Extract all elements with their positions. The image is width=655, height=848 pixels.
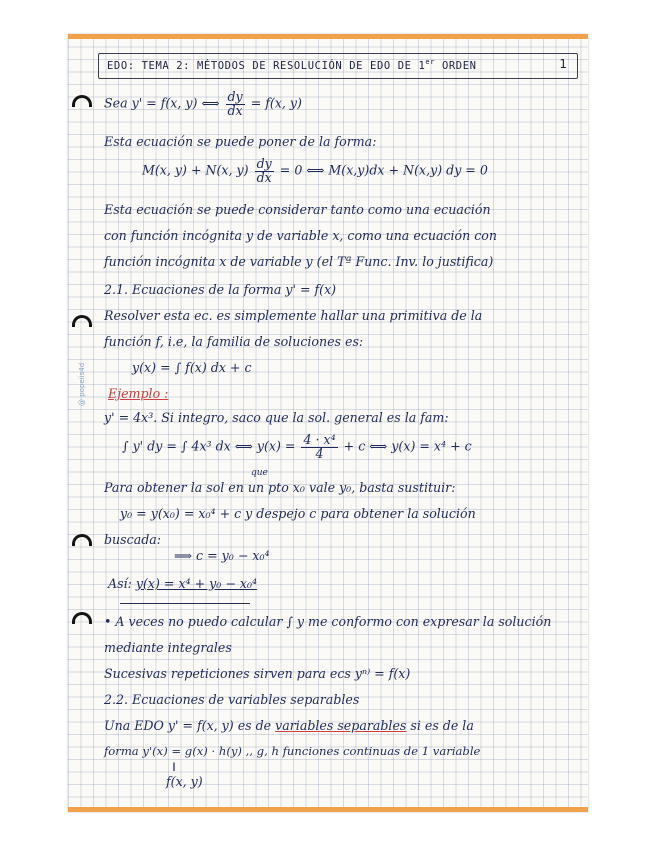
page-number: 1 <box>559 57 567 71</box>
note-line-6: función incógnita x de variable y (el Tª Func. Inv. lo justifica) <box>104 254 494 269</box>
note-line-25: f(x, y) <box>166 774 203 789</box>
note-line-1: Sea y' = f(x, y) ⟺ $\frac{dy}{dx}$ = f(x, y) <box>104 89 302 118</box>
note-line-20: mediante integrales <box>104 640 232 655</box>
binder-ring-3 <box>72 534 92 546</box>
note-line-14: Para obtener la sol en un pto x₀ vale y₀, basta sustituir: <box>104 480 456 495</box>
note-line-24: forma y'(x) = g(x) · h(y) ,, g, h funciones continuas de 1 variable <box>104 744 481 758</box>
note-line-3: M(x, y) + N(x, y) $\frac{dy}{dx}$ = 0 ⟺ M(x,y)dx + N(x,y) dy = 0 <box>142 156 488 185</box>
page-top-edge <box>68 34 588 39</box>
note-line-21: Sucesivas repeticiones sirven para ecs yⁿ⁾ = f(x) <box>104 666 411 681</box>
note-line-4: Esta ecuación se puede considerar tanto como una ecuación <box>104 202 491 217</box>
note-equals-mark: ‖ <box>172 762 176 771</box>
note-line-8: Resolver esta ec. es simplemente hallar una primitiva de la <box>104 308 483 323</box>
binder-ring-2 <box>72 315 92 327</box>
page-bottom-edge <box>68 807 588 812</box>
example-label: Ejemplo : <box>108 386 169 401</box>
note-line-2: Esta ecuación se puede poner de la forma: <box>104 134 377 149</box>
note-line-19: • A veces no puedo calcular ∫ y me conformo con expresar la solución <box>104 614 552 629</box>
note-line-23: Una EDO y' = f(x, y) es de variables separables si es de la <box>104 718 474 733</box>
binder-ring-4 <box>72 612 92 624</box>
page-title: EDO: TEMA 2: MÉTODOS DE RESOLUCIÓN DE EDO DE 1er ORDEN <box>107 58 477 72</box>
note-line-12: y' = 4x³. Si integro, saco que la sol. general es la fam: <box>104 410 449 425</box>
section-2-2-heading: 2.2. Ecuaciones de variables separables <box>104 692 360 707</box>
note-line-10: y(x) = ∫ f(x) dx + c <box>132 360 252 375</box>
page-header <box>98 53 578 79</box>
note-line-18: Así: y(x) = x⁴ + y₀ − x₀⁴ <box>108 576 258 591</box>
section-2-1-heading: 2.1. Ecuaciones de la forma y' = f(x) <box>104 282 337 297</box>
divider-line <box>120 603 250 604</box>
note-line-5: con función incógnita y de variable x, como una ecuación con <box>104 228 497 243</box>
note-line-9: función f, i.e, la familia de soluciones es: <box>104 334 364 349</box>
note-line-16: buscada: <box>104 532 162 547</box>
note-insert-que: que <box>251 468 268 478</box>
binder-ring-1 <box>72 95 92 107</box>
notebook-page <box>68 34 588 812</box>
note-line-15: y₀ = y(x₀) = x₀⁴ + c y despejo c para obtener la solución <box>120 506 476 521</box>
watermark: @ popeiis4d <box>78 362 86 406</box>
note-line-17: ⟹ c = y₀ − x₀⁴ <box>174 548 270 563</box>
note-line-13: ∫ y' dy = ∫ 4x³ dx ⟺ y(x) = $\frac{\text{4 · x⁴}}{4}$ + c ⟺ y(x) = x⁴ + c <box>122 432 472 461</box>
